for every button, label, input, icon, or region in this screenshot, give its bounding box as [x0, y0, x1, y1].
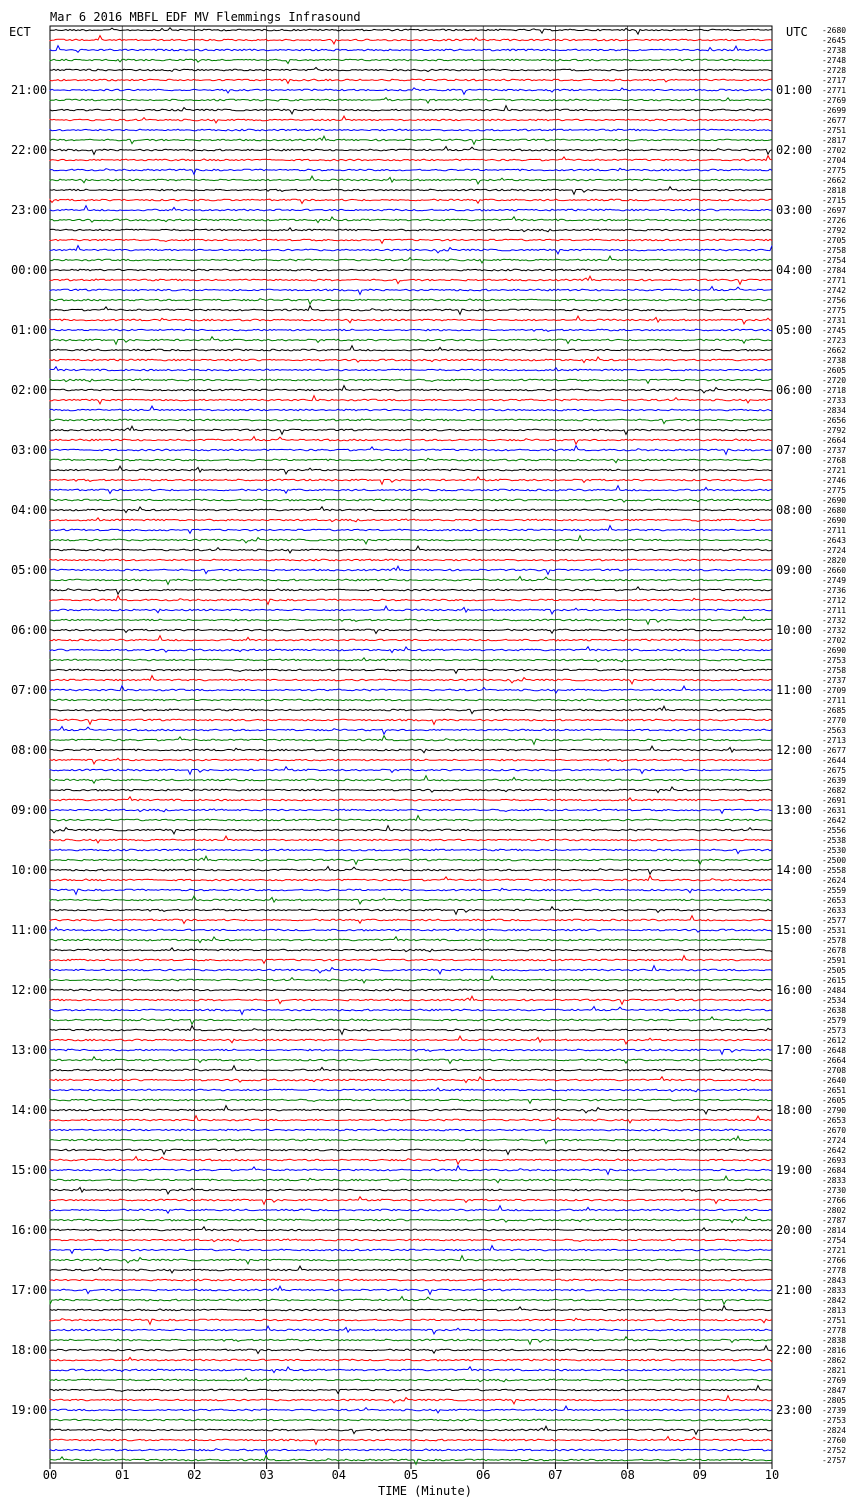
- trace-value-label: -2838: [822, 1336, 847, 1345]
- trace-value-label: -2737: [822, 446, 847, 455]
- right-hour-label: 03:00: [776, 203, 813, 217]
- trace-value-label: -2739: [822, 1406, 847, 1415]
- trace-value-label: -2697: [822, 206, 847, 215]
- trace-value-label: -2678: [822, 946, 847, 955]
- trace-value-label: -2748: [822, 56, 847, 65]
- trace-value-label: -2813: [822, 1306, 847, 1315]
- trace-value-label: -2834: [822, 406, 847, 415]
- trace-value-label: -2778: [822, 1326, 847, 1335]
- x-tick-label: 08: [620, 1468, 635, 1482]
- trace-value-label: -2731: [822, 316, 847, 325]
- right-hour-label: 15:00: [776, 923, 813, 937]
- left-hour-label: 17:00: [11, 1283, 48, 1297]
- trace-value-label: -2720: [822, 376, 847, 385]
- x-tick-label: 07: [548, 1468, 563, 1482]
- trace-value-label: -2500: [822, 856, 847, 865]
- trace-value-label: -2726: [822, 216, 847, 225]
- chart-title: Mar 6 2016 MBFL EDF MV Flemmings Infrasound: [50, 10, 361, 24]
- trace-value-label: -2752: [822, 1446, 847, 1455]
- left-hour-label: 08:00: [11, 743, 48, 757]
- trace-value-label: -2817: [822, 136, 847, 145]
- right-hour-label: 22:00: [776, 1343, 813, 1357]
- trace-value-label: -2775: [822, 306, 847, 315]
- right-hour-label: 11:00: [776, 683, 813, 697]
- trace-value-label: -2814: [822, 1226, 847, 1235]
- trace-value-label: -2728: [822, 66, 847, 75]
- right-hour-label: 07:00: [776, 443, 813, 457]
- trace-value-label: -2591: [822, 956, 847, 965]
- left-hour-label: 23:00: [11, 203, 48, 217]
- trace-value-label: -2818: [822, 186, 847, 195]
- trace-value-label: -2760: [822, 1436, 847, 1445]
- trace-value-label: -2530: [822, 846, 847, 855]
- right-hour-label: 09:00: [776, 563, 813, 577]
- trace-value-label: -2702: [822, 146, 847, 155]
- trace-value-label: -2758: [822, 246, 847, 255]
- trace-value-label: -2766: [822, 1256, 847, 1265]
- trace-value-label: -2790: [822, 1106, 847, 1115]
- trace-value-label: -2816: [822, 1346, 847, 1355]
- trace-value-label: -2690: [822, 496, 847, 505]
- trace-value-label: -2745: [822, 326, 847, 335]
- left-hour-label: 01:00: [11, 323, 48, 337]
- trace-value-label: -2615: [822, 976, 847, 985]
- trace-value-label: -2638: [822, 1006, 847, 1015]
- right-hour-label: 21:00: [776, 1283, 813, 1297]
- trace-value-label: -2754: [822, 256, 847, 265]
- trace-value-label: -2730: [822, 1186, 847, 1195]
- trace-value-label: -2704: [822, 156, 847, 165]
- trace-value-label: -2612: [822, 1036, 847, 1045]
- trace-value-label: -2711: [822, 696, 847, 705]
- trace-value-label: -2778: [822, 1266, 847, 1275]
- trace-value-label: -2563: [822, 726, 847, 735]
- trace-value-label: -2742: [822, 286, 847, 295]
- trace-value-label: -2677: [822, 746, 847, 755]
- trace-value-label: -2705: [822, 236, 847, 245]
- left-hour-label: 14:00: [11, 1103, 48, 1117]
- trace-value-label: -2662: [822, 346, 847, 355]
- trace-value-label: -2847: [822, 1386, 847, 1395]
- right-hour-label: 05:00: [776, 323, 813, 337]
- left-hour-label: 11:00: [11, 923, 48, 937]
- x-tick-label: 04: [331, 1468, 347, 1482]
- trace-value-label: -2633: [822, 906, 847, 915]
- left-hour-label: 12:00: [11, 983, 48, 997]
- x-tick-label: 06: [475, 1468, 491, 1482]
- left-hour-label: 00:00: [11, 263, 48, 277]
- right-hour-label: 08:00: [776, 503, 813, 517]
- trace-value-label: -2771: [822, 86, 847, 95]
- trace-value-label: -2642: [822, 1146, 847, 1155]
- right-hour-label: 23:00: [776, 1403, 813, 1417]
- trace-value-label: -2821: [822, 1366, 847, 1375]
- trace-value-label: -2756: [822, 296, 847, 305]
- trace-value-label: -2721: [822, 1246, 847, 1255]
- trace-value-label: -2711: [822, 606, 847, 615]
- trace-value-label: -2682: [822, 786, 847, 795]
- trace-value-label: -2711: [822, 526, 847, 535]
- trace-value-label: -2833: [822, 1286, 847, 1295]
- left-hour-label: 19:00: [11, 1403, 48, 1417]
- right-hour-label: 16:00: [776, 983, 813, 997]
- trace-value-label: -2862: [822, 1356, 847, 1365]
- left-hour-label: 15:00: [11, 1163, 48, 1177]
- trace-value-label: -2770: [822, 716, 847, 725]
- trace-value-label: -2653: [822, 1116, 847, 1125]
- left-hour-label: 18:00: [11, 1343, 48, 1357]
- trace-value-label: -2664: [822, 1056, 847, 1065]
- x-axis-title: TIME (Minute): [378, 1484, 472, 1498]
- trace-value-label: -2680: [822, 26, 847, 35]
- left-hour-label: 07:00: [11, 683, 48, 697]
- right-hour-label: 20:00: [776, 1223, 813, 1237]
- right-hour-label: 17:00: [776, 1043, 813, 1057]
- trace-value-label: -2749: [822, 576, 847, 585]
- trace-value-label: -2802: [822, 1206, 847, 1215]
- right-hour-label: 06:00: [776, 383, 813, 397]
- trace-value-label: -2538: [822, 836, 847, 845]
- trace-value-label: -2820: [822, 556, 847, 565]
- trace-value-label: -2643: [822, 536, 847, 545]
- x-tick-label: 09: [692, 1468, 708, 1482]
- right-hour-label: 18:00: [776, 1103, 813, 1117]
- right-hour-label: 01:00: [776, 83, 813, 97]
- trace-value-label: -2670: [822, 1126, 847, 1135]
- trace-value-label: -2766: [822, 1196, 847, 1205]
- trace-value-label: -2690: [822, 646, 847, 655]
- trace-value-label: -2732: [822, 616, 847, 625]
- trace-value-label: -2733: [822, 396, 847, 405]
- trace-value-label: -2751: [822, 1316, 847, 1325]
- trace-value-label: -2685: [822, 706, 847, 715]
- trace-value-label: -2724: [822, 1136, 847, 1145]
- trace-value-label: -2717: [822, 76, 847, 85]
- trace-value-label: -2644: [822, 756, 847, 765]
- trace-value-label: -2723: [822, 336, 847, 345]
- trace-value-label: -2792: [822, 226, 847, 235]
- trace-value-label: -2664: [822, 436, 847, 445]
- x-tick-label: 10: [764, 1468, 780, 1482]
- trace-value-label: -2753: [822, 1416, 847, 1425]
- trace-value-label: -2691: [822, 796, 847, 805]
- trace-value-label: -2787: [822, 1216, 847, 1225]
- right-hour-label: 04:00: [776, 263, 813, 277]
- trace-value-label: -2640: [822, 1076, 847, 1085]
- trace-value-label: -2769: [822, 96, 847, 105]
- right-hour-label: 14:00: [776, 863, 813, 877]
- trace-value-label: -2737: [822, 676, 847, 685]
- left-hour-label: 09:00: [11, 803, 48, 817]
- left-hour-label: 13:00: [11, 1043, 48, 1057]
- trace-value-label: -2484: [822, 986, 847, 995]
- left-hour-label: 05:00: [11, 563, 48, 577]
- trace-value-label: -2534: [822, 996, 847, 1005]
- right-axis-label: UTC: [786, 25, 808, 39]
- trace-value-label: -2715: [822, 196, 847, 205]
- trace-value-label: -2653: [822, 896, 847, 905]
- left-hour-label: 22:00: [11, 143, 48, 157]
- trace-value-label: -2639: [822, 776, 847, 785]
- trace-value-label: -2579: [822, 1016, 847, 1025]
- left-hour-label: 03:00: [11, 443, 48, 457]
- trace-value-label: -2648: [822, 1046, 847, 1055]
- trace-value-label: -2693: [822, 1156, 847, 1165]
- x-tick-label: 03: [259, 1468, 274, 1482]
- trace-value-label: -2605: [822, 366, 847, 375]
- trace-value-label: -2713: [822, 736, 847, 745]
- x-tick-label: 01: [114, 1468, 130, 1482]
- left-hour-label: 02:00: [11, 383, 48, 397]
- trace-value-label: -2631: [822, 806, 847, 815]
- trace-value-label: -2680: [822, 506, 847, 515]
- trace-value-label: -2757: [822, 1456, 847, 1465]
- trace-value-label: -2771: [822, 276, 847, 285]
- x-tick-label: 05: [403, 1468, 419, 1482]
- left-hour-label: 10:00: [11, 863, 48, 877]
- trace-value-label: -2558: [822, 866, 847, 875]
- left-axis-label: ECT: [9, 25, 31, 39]
- trace-value-label: -2699: [822, 106, 847, 115]
- trace-value-label: -2624: [822, 876, 847, 885]
- trace-value-label: -2736: [822, 586, 847, 595]
- trace-value-label: -2684: [822, 1166, 847, 1175]
- right-hour-label: 13:00: [776, 803, 813, 817]
- trace-value-label: -2660: [822, 566, 847, 575]
- trace-value-label: -2718: [822, 386, 847, 395]
- trace-value-label: -2531: [822, 926, 847, 935]
- trace-value-label: -2738: [822, 46, 847, 55]
- trace-value-label: -2712: [822, 596, 847, 605]
- trace-value-label: -2746: [822, 476, 847, 485]
- trace-value-label: -2702: [822, 636, 847, 645]
- trace-value-label: -2605: [822, 1096, 847, 1105]
- trace-value-label: -2651: [822, 1086, 847, 1095]
- trace-value-label: -2656: [822, 416, 847, 425]
- trace-value-label: -2754: [822, 1236, 847, 1245]
- trace-value-label: -2577: [822, 916, 847, 925]
- left-hour-label: 16:00: [11, 1223, 48, 1237]
- left-hour-label: 04:00: [11, 503, 48, 517]
- trace-value-label: -2559: [822, 886, 847, 895]
- trace-value-label: -2690: [822, 516, 847, 525]
- trace-value-label: -2724: [822, 546, 847, 555]
- right-hour-label: 10:00: [776, 623, 813, 637]
- trace-value-label: -2833: [822, 1176, 847, 1185]
- trace-value-label: -2677: [822, 116, 847, 125]
- trace-value-label: -2768: [822, 456, 847, 465]
- right-hour-label: 02:00: [776, 143, 813, 157]
- trace-value-label: -2842: [822, 1296, 847, 1305]
- trace-value-label: -2556: [822, 826, 847, 835]
- trace-value-label: -2709: [822, 686, 847, 695]
- right-hour-label: 12:00: [776, 743, 813, 757]
- trace-value-label: -2573: [822, 1026, 847, 1035]
- trace-value-label: -2824: [822, 1426, 847, 1435]
- trace-value-label: -2675: [822, 766, 847, 775]
- trace-value-label: -2708: [822, 1066, 847, 1075]
- trace-value-label: -2645: [822, 36, 847, 45]
- trace-value-label: -2721: [822, 466, 847, 475]
- trace-value-label: -2642: [822, 816, 847, 825]
- left-hour-label: 06:00: [11, 623, 48, 637]
- trace-value-label: -2775: [822, 486, 847, 495]
- x-tick-label: 02: [187, 1468, 202, 1482]
- x-tick-label: 00: [42, 1468, 58, 1482]
- right-hour-label: 19:00: [776, 1163, 813, 1177]
- trace-value-label: -2792: [822, 426, 847, 435]
- left-hour-label: 21:00: [11, 83, 48, 97]
- trace-value-label: -2662: [822, 176, 847, 185]
- trace-value-label: -2775: [822, 166, 847, 175]
- trace-value-label: -2738: [822, 356, 847, 365]
- trace-value-label: -2843: [822, 1276, 847, 1285]
- trace-value-label: -2805: [822, 1396, 847, 1405]
- trace-value-label: -2758: [822, 666, 847, 675]
- trace-value-label: -2732: [822, 626, 847, 635]
- trace-value-label: -2505: [822, 966, 847, 975]
- trace-value-label: -2578: [822, 936, 847, 945]
- trace-value-label: -2751: [822, 126, 847, 135]
- trace-value-label: -2769: [822, 1376, 847, 1385]
- trace-value-label: -2753: [822, 656, 847, 665]
- trace-value-label: -2784: [822, 266, 847, 275]
